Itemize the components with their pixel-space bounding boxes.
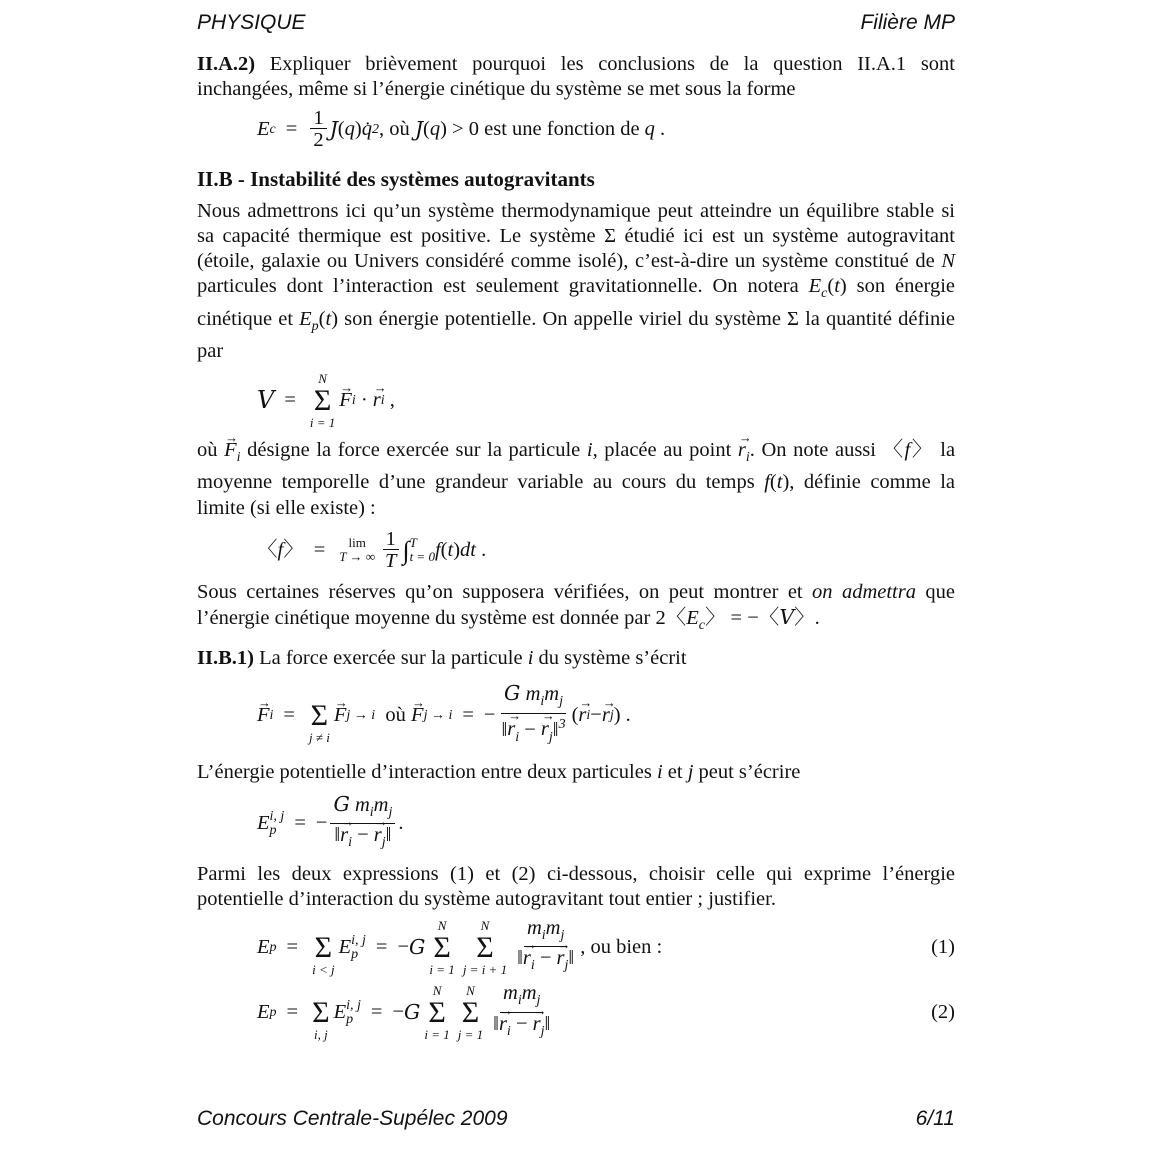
pair-energy-equation: E i, j p = − $\frac{G m_im_j}{‖\to r_i - \to r_j‖}$ . <box>257 794 955 854</box>
header-subject: PHYSIQUE <box>197 11 306 34</box>
question-label: II.A.2) <box>197 53 256 75</box>
question-text: Expliquer brièvement pourquoi les conclusions de la question II.A.1 sont inchangées, même si l’énergie cinétique du système se met sous la forme <box>197 53 955 101</box>
time-average-equation: 〈 f 〉 = lim T → ∞ $\frac{1}{T}$ ∫ T t = 0 f ( t ) dt . <box>257 527 487 572</box>
eq-tail: , où <box>378 118 410 141</box>
force-equation: → F i = Σ j ≠ i → F j → i où → F j → i = − $\frac{G m_im_j}{‖\to r_i - \to r_j‖^3}$ ( → r i − → r j ) . <box>257 683 955 748</box>
paragraph-pair-energy: L’énergie potentielle d’interaction entre deux particules i et j peut s’écrire <box>197 761 801 784</box>
virial-equation: V = N Σ i = 1 → F i · → r i , <box>257 372 955 430</box>
header-track: Filière MP <box>860 11 955 34</box>
question-label: II.B.1) <box>197 647 254 670</box>
footer-exam: Concours Centrale-Supélec 2009 <box>197 1107 508 1130</box>
footer-page-number: 6/11 <box>915 1107 955 1130</box>
paragraph-intro: Nous admettrons ici qu’un système thermodynamique peut atteindre un équilibre stable si sa capacité thermique est positive. Le système Σ étudié ici est un système autogravitant (étoile, galaxie ou Univers considéré comme isolé), c’est-à-dire un système constitué de N particules dont l’interaction est seulement gravitationnelle. On notera $E_c(t)$ son énergie cinétique et $E_p(t)$ son énergie potentielle. On appelle viriel du système Σ la quantité définie par <box>197 199 956 362</box>
equation-tag-1: (1) <box>931 936 955 959</box>
page-body <box>197 52 955 1049</box>
paragraph-definitions: où → $F_i$ désigne la force exercée sur la particule i, placée au point → $r_i$. On note aussi 〈f〉 la moyenne temporelle d’une grandeur variable au cours du temps f(t), définie comme la limite (si elle existe) : <box>197 438 955 521</box>
page-header <box>197 11 955 35</box>
paragraph-virial-theorem: Sous certaines réserves qu’on supposera vérifiées, on peut montrer et on admettra que l’énergie cinétique moyenne du système est donnée par 2〈$E_c$〉 = −〈V〉. <box>197 580 956 634</box>
equation-2: E p = Σ i, j E i, j p = − G N Σ i = 1 N Σ j = 1 $\frac{m_im_j}{‖\to r_i - \to r_j‖}$ (2) <box>257 983 955 1042</box>
paragraph-choice: Parmi les deux expressions (1) et (2) ci-dessous, choisir celle qui exprime l’énergie potentielle d’interaction du système autogravitant tout entier ; justifier. <box>197 862 955 911</box>
eq-var: q <box>644 118 655 141</box>
kinetic-energy-equation: E c = $\frac{1}{2}$ J ( q ) q̇ 2 , où J ( q ) > 0 est une fonction de q . <box>257 107 666 152</box>
question-II-B-1: II.B.1) La force exercée sur la particule i du système s’écrit <box>197 647 687 670</box>
section-title: II.B - Instabilité des systèmes autogravitants <box>197 167 595 192</box>
page-footer <box>197 1107 955 1131</box>
eq-cond: est une fonction de <box>484 118 640 141</box>
equation-1: E p = Σ i < j E i, j p = − G N Σ i = 1 N Σ j = i + 1 $\frac{m_im_j}{‖\to r_i - \to r_j‖}$ , ou bien : (1) <box>257 918 955 977</box>
equation-tag-2: (2) <box>931 1001 955 1024</box>
question-II-A-2 <box>197 52 955 102</box>
